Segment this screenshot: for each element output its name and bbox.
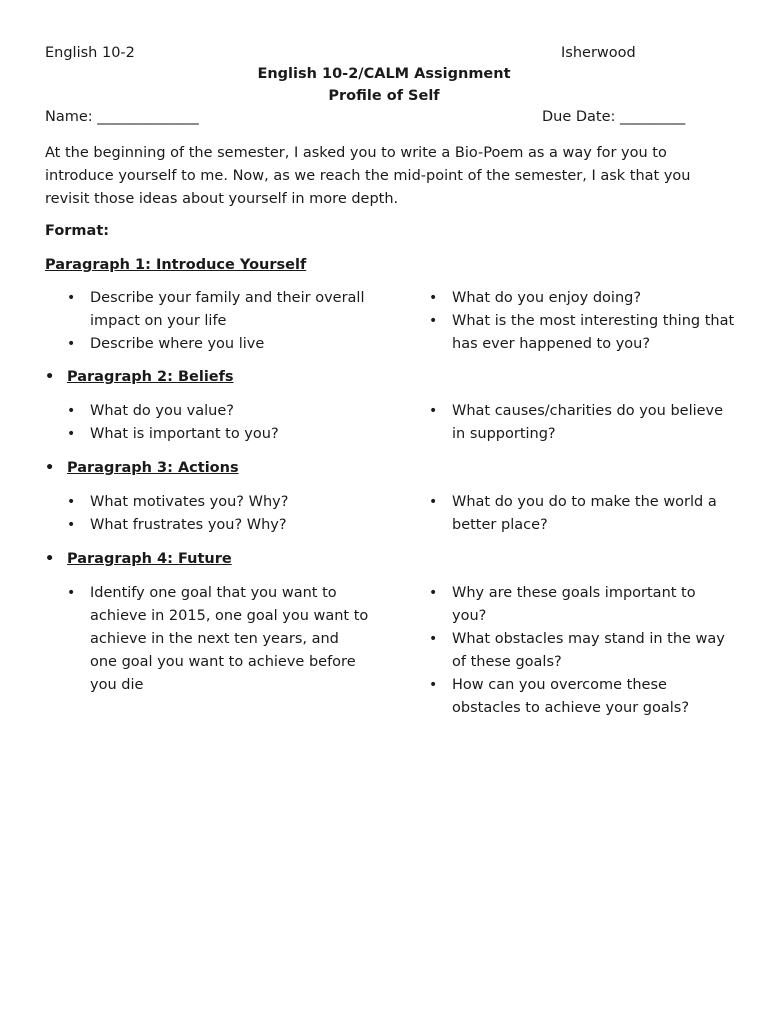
list-item: • What obstacles may stand in the way of these goals?	[407, 628, 727, 674]
course-label: English 10-2	[45, 45, 135, 61]
bullet-icon: •	[429, 677, 438, 693]
list-item: • What do you enjoy doing?	[407, 287, 737, 310]
bullet-icon: •	[67, 403, 76, 419]
list-item: • What is the most interesting thing that has ever happened to you?	[407, 310, 737, 356]
intro-paragraph: At the beginning of the semester, I asked you to write a Bio-Poem as a way for you to introduce yourself to me. Now, as we reach the mid-point of the semester, I ask that you revisit those ideas about yourself in more depth.	[45, 145, 691, 207]
list-item: • What causes/charities do you believe in supporting?	[407, 400, 737, 446]
document-subtitle: Profile of Self	[328, 88, 440, 104]
section-3-left-list	[45, 491, 375, 537]
bullet-icon: •	[429, 631, 438, 647]
section-3-right-list	[407, 491, 737, 537]
section-4-right-list	[407, 582, 727, 720]
bullet-icon: •	[429, 494, 438, 510]
bullet-icon: •	[45, 551, 55, 567]
section-4-left-list	[45, 582, 370, 697]
bullet-icon: •	[45, 460, 55, 476]
list-item: • What do you value?	[45, 400, 375, 423]
name-field: Name: ______________	[45, 109, 199, 125]
teacher-label: Isherwood	[561, 45, 636, 61]
due-date-field: Due Date: _________	[542, 109, 686, 125]
document-title: English 10-2/CALM Assignment	[257, 66, 511, 82]
list-item: • Identify one goal that you want to achieve in 2015, one goal you want to achieve in the next ten years, and one goal you want to achieve before you die	[45, 582, 370, 697]
list-item: • Why are these goals important to you?	[407, 582, 727, 628]
bullet-icon: •	[45, 369, 55, 385]
bullet-icon: •	[67, 585, 76, 601]
section-heading-1: Paragraph 1: Introduce Yourself	[45, 257, 307, 273]
bullet-icon: •	[429, 585, 438, 601]
list-item: • Describe your family and their overall impact on your life	[45, 287, 375, 333]
list-item: • What motivates you? Why?	[45, 491, 375, 514]
section-heading-4: • Paragraph 4: Future	[45, 551, 232, 567]
bullet-icon: •	[429, 313, 438, 329]
bullet-icon: •	[429, 290, 438, 306]
list-item: • What do you do to make the world a better place?	[407, 491, 737, 537]
bullet-icon: •	[67, 290, 76, 306]
section-heading-3: • Paragraph 3: Actions	[45, 460, 239, 476]
bullet-icon: •	[67, 426, 76, 442]
list-item: • What is important to you?	[45, 423, 375, 446]
bullet-icon: •	[429, 403, 438, 419]
section-1-left-list	[45, 287, 375, 356]
section-2-left-list	[45, 400, 375, 446]
list-item: • How can you overcome these obstacles to achieve your goals?	[407, 674, 727, 720]
bullet-icon: •	[67, 494, 76, 510]
section-1-right-list	[407, 287, 737, 356]
section-heading-2: • Paragraph 2: Beliefs	[45, 369, 234, 385]
format-label: Format:	[45, 223, 110, 239]
list-item: • Describe where you live	[45, 333, 375, 356]
section-2-right-list	[407, 400, 737, 446]
bullet-icon: •	[67, 336, 76, 352]
list-item: • What frustrates you? Why?	[45, 514, 375, 537]
bullet-icon: •	[67, 517, 76, 533]
